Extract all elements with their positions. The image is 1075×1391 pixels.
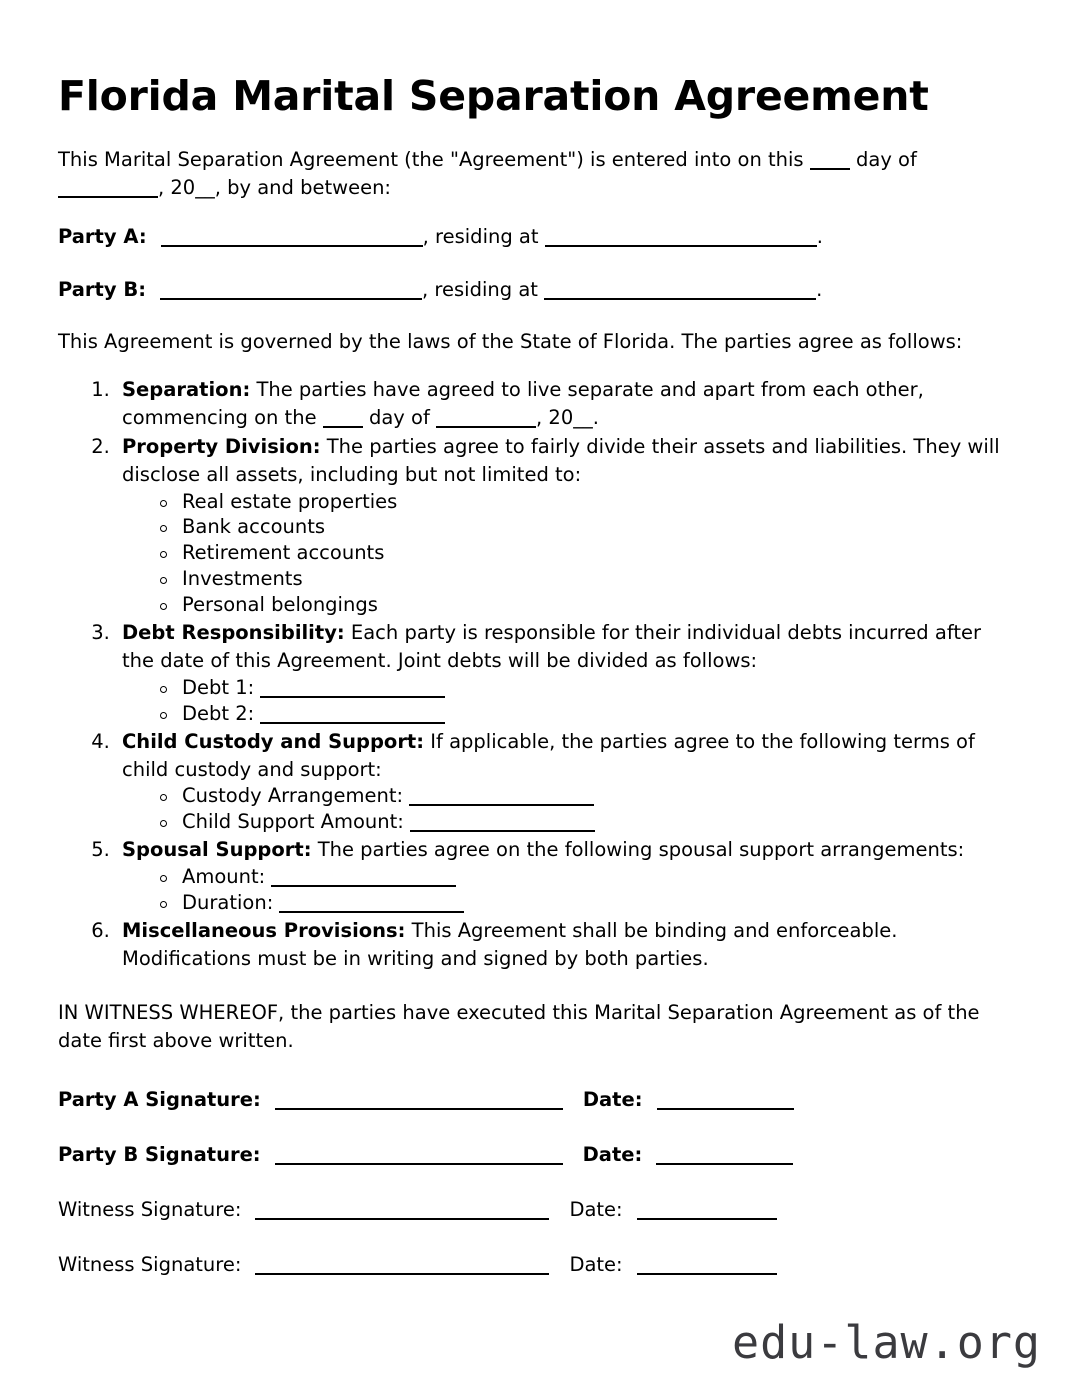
party-a-line bbox=[58, 222, 1003, 251]
clause-heading: Separation: bbox=[122, 378, 251, 402]
intro-text-after-day: day of bbox=[849, 147, 917, 171]
witness-whereof-clause: IN WITNESS WHEREOF, the parties have executed this Marital Separation Agreement as of the date first above written. bbox=[58, 1000, 980, 1052]
party-b-signature-label: Party B Signature: bbox=[58, 1142, 261, 1166]
separation-month-blank[interactable] bbox=[436, 426, 536, 428]
clause-text: Each party is responsible for their individual debts incurred after the date of this Agreement. Joint debts will be divided as follows: bbox=[122, 621, 981, 673]
party-a-signature-line bbox=[58, 1085, 1003, 1114]
witness-2-date-label: Date: bbox=[569, 1253, 623, 1277]
witness-2-signature-blank[interactable] bbox=[255, 1273, 549, 1275]
spousal-amount-blank[interactable] bbox=[271, 885, 456, 887]
debt-sub-list bbox=[122, 675, 1003, 727]
clause-item-property-division bbox=[116, 433, 1003, 618]
sub-item-label: Amount: bbox=[182, 865, 272, 889]
sub-item-label: Custody Arrangement: bbox=[182, 784, 410, 808]
witness-1-date-blank[interactable] bbox=[637, 1218, 777, 1220]
party-a-residing-text: , residing at bbox=[422, 224, 545, 248]
clause-heading: Property Division: bbox=[122, 434, 321, 458]
clause-text: If applicable, the parties agree to the following terms of child custody and support: bbox=[122, 729, 975, 781]
party-a-label: Party A: bbox=[58, 224, 147, 248]
witness-1-signature-label: Witness Signature: bbox=[58, 1198, 242, 1222]
sub-item-label: Personal belongings bbox=[182, 593, 378, 617]
clause-item-separation bbox=[116, 376, 1003, 432]
list-item bbox=[182, 864, 1003, 890]
clause-item-debt-responsibility bbox=[116, 619, 1003, 727]
sub-item-label: Retirement accounts bbox=[182, 541, 385, 565]
sub-item-label: Bank accounts bbox=[182, 515, 326, 539]
party-b-date-blank[interactable] bbox=[656, 1163, 793, 1165]
clause-heading: Debt Responsibility: bbox=[122, 621, 345, 645]
witness-1-signature-line bbox=[58, 1195, 1003, 1224]
intro-paragraph bbox=[58, 146, 998, 202]
intro-year-text: , 20__, by and between: bbox=[158, 175, 392, 199]
party-b-label: Party B: bbox=[58, 277, 147, 301]
clause-heading: Spousal Support: bbox=[122, 838, 312, 862]
intro-month-blank[interactable] bbox=[58, 196, 158, 198]
sub-item-label: Child Support Amount: bbox=[182, 810, 411, 834]
custody-sub-list bbox=[122, 783, 1003, 835]
sub-item-label: Real estate properties bbox=[182, 489, 398, 513]
clause-item-child-custody bbox=[116, 728, 1003, 836]
list-item bbox=[182, 592, 1003, 618]
witness-1-date-label: Date: bbox=[569, 1198, 623, 1222]
sub-item-label: Duration: bbox=[182, 891, 280, 915]
party-a-address-blank[interactable] bbox=[545, 245, 817, 247]
clause-text: The parties agree on the following spousal support arrangements: bbox=[311, 838, 965, 862]
witness-2-date-blank[interactable] bbox=[637, 1273, 777, 1275]
party-a-date-label: Date: bbox=[582, 1087, 643, 1111]
clause-text-mid: day of bbox=[362, 405, 437, 429]
list-item bbox=[182, 540, 1003, 566]
clause-text-before-day: The parties have agreed to live separate and apart from each other, commencing on the bbox=[122, 378, 924, 429]
party-b-end-punct: . bbox=[816, 277, 823, 301]
list-item bbox=[182, 890, 1003, 916]
sub-item-label: Debt 2: bbox=[182, 701, 261, 725]
party-a-signature-label: Party A Signature: bbox=[58, 1087, 261, 1111]
footer-watermark: edu-law.org bbox=[731, 1316, 1041, 1369]
sub-item-label: Debt 1: bbox=[182, 675, 261, 699]
witness-2-signature-line bbox=[58, 1250, 1003, 1279]
list-item bbox=[182, 675, 1003, 701]
property-sub-list bbox=[122, 489, 1003, 619]
spousal-duration-blank[interactable] bbox=[279, 911, 464, 913]
separation-day-blank[interactable] bbox=[323, 426, 363, 428]
party-b-signature-line bbox=[58, 1140, 1003, 1169]
witness-2-signature-label: Witness Signature: bbox=[58, 1253, 242, 1277]
list-item bbox=[182, 809, 1003, 835]
page-title: Florida Marital Separation Agreement bbox=[58, 72, 929, 120]
clause-text-after: , 20__. bbox=[536, 405, 599, 429]
party-b-name-blank[interactable] bbox=[160, 298, 422, 300]
list-item bbox=[182, 514, 1003, 540]
intro-text-before-day: This Marital Separation Agreement (the "Agreement") is entered into on this bbox=[58, 147, 810, 171]
party-a-end-punct: . bbox=[816, 224, 823, 248]
clause-heading: Child Custody and Support: bbox=[122, 729, 425, 753]
list-item bbox=[182, 566, 1003, 592]
debt-1-blank[interactable] bbox=[260, 696, 445, 698]
clause-item-miscellaneous bbox=[116, 917, 1003, 973]
sub-item-label: Investments bbox=[182, 567, 303, 591]
intro-day-blank[interactable] bbox=[810, 168, 850, 170]
list-item bbox=[182, 701, 1003, 727]
clause-text: This Agreement shall be binding and enforceable. Modifications must be in writing and signed by both parties. bbox=[122, 919, 898, 970]
governing-law-paragraph: This Agreement is governed by the laws of the State of Florida. The parties agree as follows: bbox=[58, 330, 963, 354]
party-b-signature-blank[interactable] bbox=[275, 1163, 563, 1165]
party-b-line bbox=[58, 275, 1003, 304]
clause-item-spousal-support bbox=[116, 836, 1003, 916]
signature-block bbox=[58, 1085, 1003, 1280]
spousal-sub-list bbox=[122, 864, 1003, 916]
list-item bbox=[182, 489, 1003, 515]
clause-list bbox=[58, 376, 1003, 973]
child-support-amount-blank[interactable] bbox=[410, 830, 595, 832]
party-a-name-blank[interactable] bbox=[161, 245, 423, 247]
custody-arrangement-blank[interactable] bbox=[409, 804, 594, 806]
party-a-signature-blank[interactable] bbox=[275, 1108, 563, 1110]
clause-heading: Miscellaneous Provisions: bbox=[122, 919, 406, 943]
list-item bbox=[182, 783, 1003, 809]
clause-text: The parties agree to fairly divide their assets and liabilities. They will disclose all assets, including but not limited to: bbox=[122, 434, 1000, 486]
party-b-address-blank[interactable] bbox=[544, 298, 816, 300]
party-b-date-label: Date: bbox=[582, 1142, 643, 1166]
witness-1-signature-blank[interactable] bbox=[255, 1218, 549, 1220]
debt-2-blank[interactable] bbox=[260, 722, 445, 724]
party-b-residing-text: , residing at bbox=[422, 277, 545, 301]
party-a-date-blank[interactable] bbox=[657, 1108, 794, 1110]
